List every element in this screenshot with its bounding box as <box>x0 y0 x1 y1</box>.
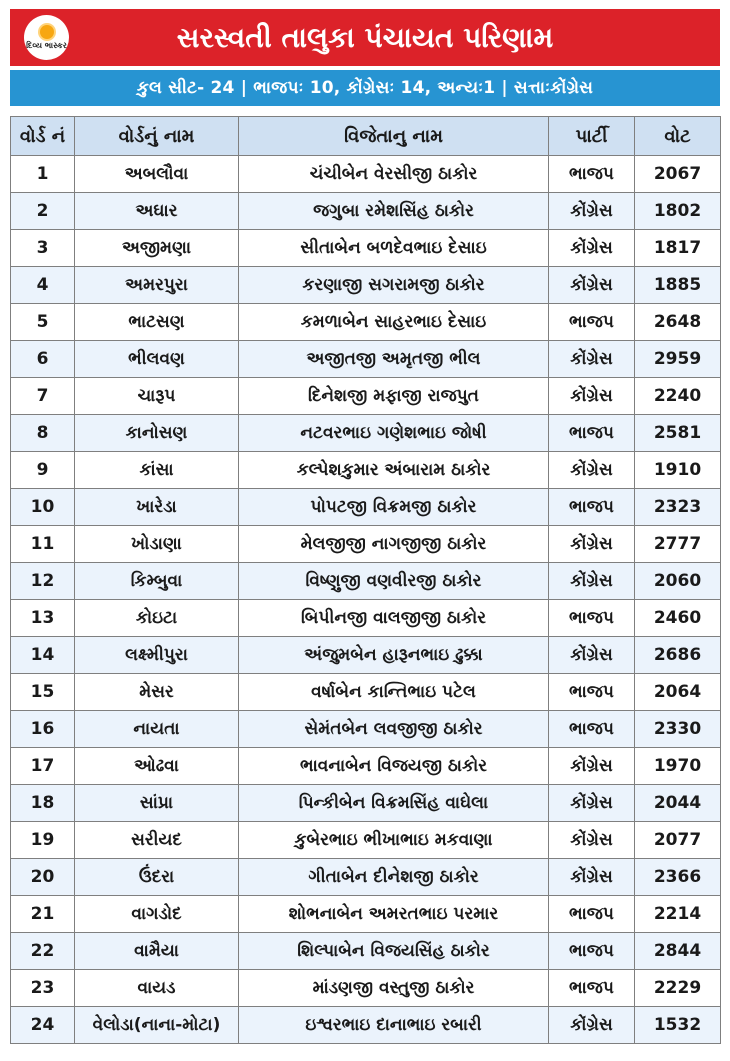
ward-name-cell: સાંપ્રા <box>75 785 239 822</box>
table-row <box>11 933 721 970</box>
ward-name-cell: ઓઢવા <box>75 748 239 785</box>
winner-name-cell: બિપીનજી વાલજીજી ઠાકોર <box>239 600 549 637</box>
votes-cell: 1910 <box>635 452 721 489</box>
winner-name-cell: અંજુમબેન હારૂનભાઇ ઢુક્કા <box>239 637 549 674</box>
page-title: સરસ્વતી તાલુકા પંચાયત પરિણામ <box>176 20 554 54</box>
party-cell: કોંગ્રેસ <box>549 1007 635 1044</box>
ward-number-cell: 6 <box>11 341 75 378</box>
ward-name-cell: કાંસા <box>75 452 239 489</box>
table-row <box>11 748 721 785</box>
votes-cell: 2077 <box>635 822 721 859</box>
winner-name-cell: સીતાબેન બળદેવભાઇ દેસાઇ <box>239 230 549 267</box>
ward-name-cell: કિમ્બુવા <box>75 563 239 600</box>
table-row <box>11 156 721 193</box>
ward-number-cell: 3 <box>11 230 75 267</box>
summary-banner <box>10 70 720 106</box>
header-party: પાર્ટી <box>549 117 635 156</box>
ward-number-cell: 4 <box>11 267 75 304</box>
ward-number-cell: 19 <box>11 822 75 859</box>
ward-number-cell: 14 <box>11 637 75 674</box>
winner-name-cell: પિન્કીબેન વિક્રમસિંહ વાઘેલા <box>239 785 549 822</box>
ward-number-cell: 11 <box>11 526 75 563</box>
winner-name-cell: જગુબા રમેશસિંહ ઠાકોર <box>239 193 549 230</box>
table-row <box>11 489 721 526</box>
winner-name-cell: શોભનાબેન અમરતભાઇ પરમાર <box>239 896 549 933</box>
header-winner-name: વિજેતાનુ નામ <box>239 117 549 156</box>
ward-name-cell: ઉંદરા <box>75 859 239 896</box>
party-cell: ભાજપ <box>549 896 635 933</box>
ward-number-cell: 13 <box>11 600 75 637</box>
votes-cell: 2044 <box>635 785 721 822</box>
table-row <box>11 230 721 267</box>
table-row <box>11 563 721 600</box>
table-header-row <box>11 117 721 156</box>
header-ward-name: વોર્ડનું નામ <box>75 117 239 156</box>
votes-cell: 2366 <box>635 859 721 896</box>
party-cell: ભાજપ <box>549 489 635 526</box>
table-row <box>11 341 721 378</box>
table-row <box>11 1007 721 1044</box>
party-cell: કોંગ્રેસ <box>549 452 635 489</box>
ward-name-cell: વેલોડા(નાના-મોટા) <box>75 1007 239 1044</box>
header-ward-number: વોર્ડ નં <box>11 117 75 156</box>
results-table <box>10 116 721 1044</box>
votes-cell: 2060 <box>635 563 721 600</box>
ward-number-cell: 24 <box>11 1007 75 1044</box>
ward-number-cell: 5 <box>11 304 75 341</box>
ward-name-cell: કાનોસણ <box>75 415 239 452</box>
winner-name-cell: કમળાબેન સાહરભાઇ દેસાઇ <box>239 304 549 341</box>
winner-name-cell: નટવરભાઇ ગણેશભાઇ જોષી <box>239 415 549 452</box>
votes-cell: 1970 <box>635 748 721 785</box>
ward-name-cell: સરીયદ <box>75 822 239 859</box>
winner-name-cell: વર્ષાબેન કાન્તિભાઇ પટેલ <box>239 674 549 711</box>
party-cell: કોંગ્રેસ <box>549 748 635 785</box>
winner-name-cell: માંડણજી વસ્તુજી ઠાકોર <box>239 970 549 1007</box>
table-row <box>11 785 721 822</box>
votes-cell: 2959 <box>635 341 721 378</box>
ward-number-cell: 8 <box>11 415 75 452</box>
ward-number-cell: 2 <box>11 193 75 230</box>
party-cell: ભાજપ <box>549 304 635 341</box>
winner-name-cell: દિનેશજી મફાજી રાજપુત <box>239 378 549 415</box>
votes-cell: 1885 <box>635 267 721 304</box>
ward-number-cell: 12 <box>11 563 75 600</box>
votes-cell: 2064 <box>635 674 721 711</box>
ward-number-cell: 15 <box>11 674 75 711</box>
winner-name-cell: મેલજીજી નાગજીજી ઠાકોર <box>239 526 549 563</box>
party-cell: ભાજપ <box>549 674 635 711</box>
header-votes: વોટ <box>635 117 721 156</box>
votes-cell: 2240 <box>635 378 721 415</box>
ward-name-cell: લક્ષ્મીપુરા <box>75 637 239 674</box>
table-row <box>11 378 721 415</box>
winner-name-cell: કરણાજી સગરામજી ઠાકોર <box>239 267 549 304</box>
votes-cell: 2686 <box>635 637 721 674</box>
party-cell: ભાજપ <box>549 156 635 193</box>
results-body <box>11 156 721 1044</box>
ward-number-cell: 18 <box>11 785 75 822</box>
party-cell: કોંગ્રેસ <box>549 341 635 378</box>
sun-icon <box>40 25 54 39</box>
ward-name-cell: અમરપુરા <box>75 267 239 304</box>
ward-name-cell: વાયડ <box>75 970 239 1007</box>
ward-number-cell: 23 <box>11 970 75 1007</box>
ward-name-cell: ખારેડા <box>75 489 239 526</box>
winner-name-cell: વિષ્ણુજી વણવીરજી ઠાકોર <box>239 563 549 600</box>
ward-name-cell: નાયતા <box>75 711 239 748</box>
brand-logo <box>24 15 69 60</box>
table-row <box>11 304 721 341</box>
party-cell: કોંગ્રેસ <box>549 267 635 304</box>
party-cell: કોંગ્રેસ <box>549 859 635 896</box>
logo-text: દિવ્ય ભાસ્કર <box>26 41 67 50</box>
ward-name-cell: ચારૂપ <box>75 378 239 415</box>
party-cell: ભાજપ <box>549 415 635 452</box>
ward-name-cell: વામૈયા <box>75 933 239 970</box>
party-cell: કોંગ્રેસ <box>549 785 635 822</box>
winner-name-cell: ગીતાબેન દીનેશજી ઠાકોર <box>239 859 549 896</box>
table-row <box>11 896 721 933</box>
ward-name-cell: અબલૌવા <box>75 156 239 193</box>
votes-cell: 2581 <box>635 415 721 452</box>
ward-number-cell: 22 <box>11 933 75 970</box>
party-cell: ભાજપ <box>549 711 635 748</box>
ward-number-cell: 10 <box>11 489 75 526</box>
votes-cell: 2844 <box>635 933 721 970</box>
ward-name-cell: ખોડાણા <box>75 526 239 563</box>
votes-cell: 1532 <box>635 1007 721 1044</box>
table-row <box>11 452 721 489</box>
votes-cell: 2777 <box>635 526 721 563</box>
ward-name-cell: અઘાર <box>75 193 239 230</box>
table-row <box>11 822 721 859</box>
winner-name-cell: પોપટજી વિક્રમજી ઠાકોર <box>239 489 549 526</box>
ward-name-cell: અજીમણા <box>75 230 239 267</box>
votes-cell: 2214 <box>635 896 721 933</box>
table-row <box>11 637 721 674</box>
votes-cell: 1802 <box>635 193 721 230</box>
ward-number-cell: 9 <box>11 452 75 489</box>
table-row <box>11 859 721 896</box>
votes-cell: 2330 <box>635 711 721 748</box>
winner-name-cell: કુબેરભાઇ ભીખાભાઇ મકવાણા <box>239 822 549 859</box>
ward-number-cell: 7 <box>11 378 75 415</box>
ward-name-cell: મેસર <box>75 674 239 711</box>
table-row <box>11 970 721 1007</box>
ward-number-cell: 16 <box>11 711 75 748</box>
winner-name-cell: કલ્પેશકુમાર અંબારામ ઠાકોર <box>239 452 549 489</box>
party-cell: કોંગ્રેસ <box>549 563 635 600</box>
ward-number-cell: 17 <box>11 748 75 785</box>
party-cell: ભાજપ <box>549 933 635 970</box>
table-row <box>11 193 721 230</box>
party-cell: ભાજપ <box>549 600 635 637</box>
ward-number-cell: 20 <box>11 859 75 896</box>
party-cell: કોંગ્રેસ <box>549 822 635 859</box>
votes-cell: 2648 <box>635 304 721 341</box>
winner-name-cell: ઇશ્વરભાઇ દાનાભાઇ રબારી <box>239 1007 549 1044</box>
table-row <box>11 267 721 304</box>
party-cell: કોંગ્રેસ <box>549 526 635 563</box>
winner-name-cell: શિલ્પાબેન વિજયસિંહ ઠાકોર <box>239 933 549 970</box>
ward-number-cell: 21 <box>11 896 75 933</box>
party-cell: કોંગ્રેસ <box>549 637 635 674</box>
votes-cell: 1817 <box>635 230 721 267</box>
title-banner <box>10 9 720 66</box>
table-row <box>11 415 721 452</box>
party-cell: કોંગ્રેસ <box>549 378 635 415</box>
party-cell: કોંગ્રેસ <box>549 230 635 267</box>
ward-name-cell: ભાટસણ <box>75 304 239 341</box>
votes-cell: 2460 <box>635 600 721 637</box>
winner-name-cell: સેમંતબેન લવજીજી ઠાકોર <box>239 711 549 748</box>
votes-cell: 2067 <box>635 156 721 193</box>
table-row <box>11 526 721 563</box>
summary-text: કુલ સીટ- 24 | ભાજપઃ 10, કોંગ્રેસઃ 14, અન્યઃ1 | સત્તાઃકોંગ્રેસ <box>136 78 594 98</box>
party-cell: ભાજપ <box>549 970 635 1007</box>
table-row <box>11 600 721 637</box>
ward-number-cell: 1 <box>11 156 75 193</box>
winner-name-cell: અજીતજી અમૃતજી ભીલ <box>239 341 549 378</box>
votes-cell: 2229 <box>635 970 721 1007</box>
winner-name-cell: ચંચીબેન વેરસીજી ઠાકોર <box>239 156 549 193</box>
table-row <box>11 711 721 748</box>
ward-name-cell: કોઇટા <box>75 600 239 637</box>
party-cell: કોંગ્રેસ <box>549 193 635 230</box>
winner-name-cell: ભાવનાબેન વિજયજી ઠાકોર <box>239 748 549 785</box>
ward-name-cell: ભીલવણ <box>75 341 239 378</box>
table-row <box>11 674 721 711</box>
votes-cell: 2323 <box>635 489 721 526</box>
ward-name-cell: વાગડોદ <box>75 896 239 933</box>
